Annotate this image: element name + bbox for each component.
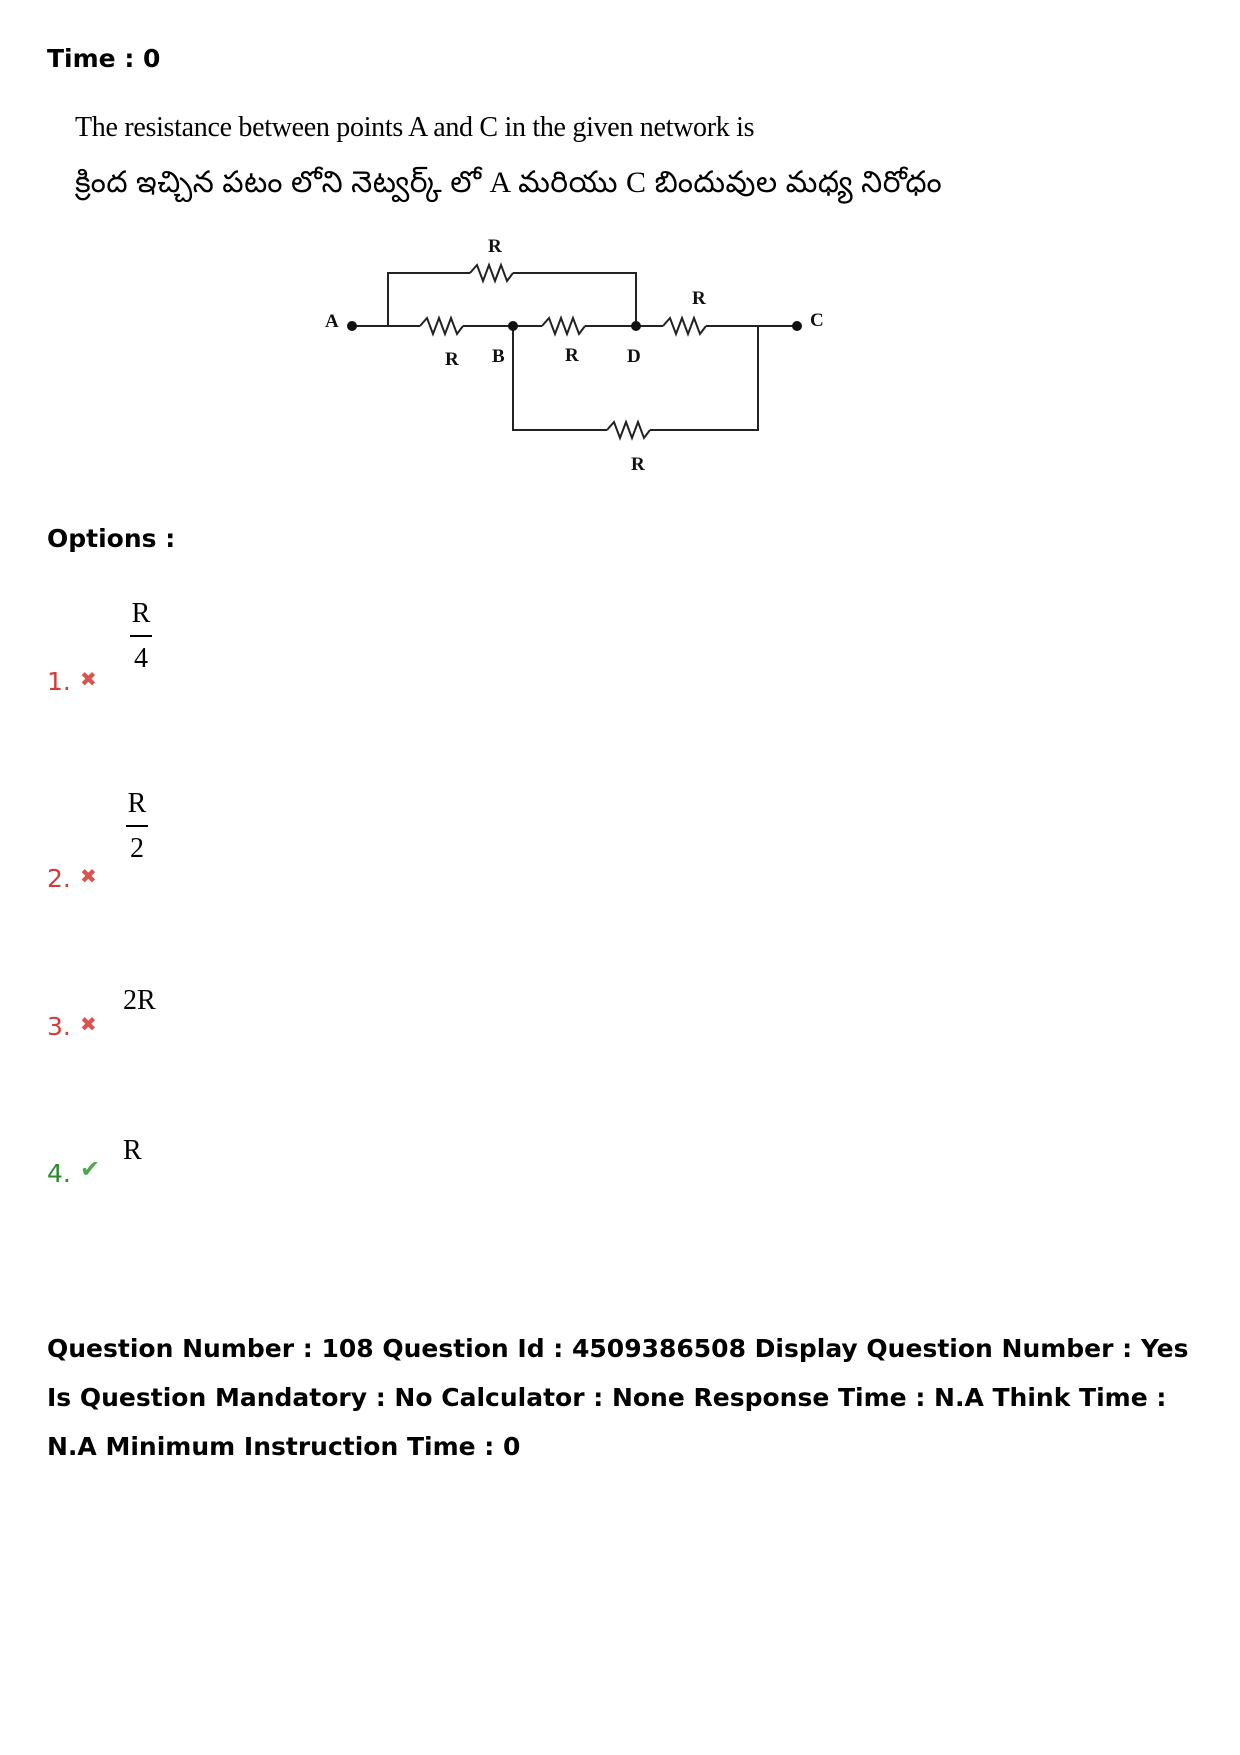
fraction-bar: [126, 825, 148, 827]
option-4-value: R: [123, 1135, 142, 1166]
option-2-denominator: 2: [130, 833, 144, 864]
check-icon: ✔: [80, 1157, 101, 1183]
fraction-bar: [130, 635, 152, 637]
node-d-dot: [631, 321, 641, 331]
option-1-value: [130, 600, 152, 673]
resistor-label-ab: R: [445, 349, 459, 370]
option-1-denominator: 4: [134, 643, 148, 674]
cross-icon: ✖: [80, 866, 97, 888]
options-heading: Options :: [47, 524, 176, 553]
option-3-value: 2R: [123, 985, 156, 1016]
option-2-value: [126, 790, 148, 863]
node-a-dot: [347, 321, 357, 331]
node-b-dot: [508, 321, 518, 331]
question-text-telugu: క్రింద ఇచ్చిన పటం లోని నెట్వర్క్ లో A మరియు C బిందువుల మధ్య నిరోధం: [75, 166, 943, 199]
node-label-b: B: [492, 346, 505, 367]
cross-icon: ✖: [80, 1014, 97, 1036]
option-4-number: 4.: [47, 1159, 71, 1188]
option-2-number: 2.: [47, 864, 71, 893]
resistor-top: [470, 265, 513, 281]
node-label-d: D: [627, 346, 641, 367]
resistor-label-bottom: R: [631, 454, 645, 475]
next-question-metadata: Question Number : 108 Question Id : 4509386508 Display Question Number : Yes Is Question Mandatory : No Calculator : None Response Time : N.A Think Time : N.A Minimum Instruction Time : 0: [47, 1334, 1189, 1461]
resistor-label-bd: R: [565, 345, 579, 366]
resistor-bd: [542, 318, 585, 334]
resistor-label-dc: R: [692, 288, 706, 309]
resistor-bottom: [607, 422, 650, 438]
option-2-numerator: R: [127, 788, 147, 819]
question-text-english: The resistance between points A and C in the given network is: [75, 112, 755, 143]
option-1-number: 1.: [47, 667, 71, 696]
time-label: Time : 0: [47, 44, 161, 73]
resistor-dc: [663, 318, 706, 334]
option-1-numerator: R: [131, 598, 151, 629]
node-c-dot: [792, 321, 802, 331]
node-label-c: C: [810, 310, 824, 331]
resistor-ab: [420, 318, 463, 334]
cross-icon: ✖: [80, 669, 97, 691]
node-label-a: A: [325, 311, 339, 332]
option-3-number: 3.: [47, 1012, 71, 1041]
resistor-label-top: R: [488, 236, 502, 257]
circuit-diagram: [0, 0, 1240, 480]
